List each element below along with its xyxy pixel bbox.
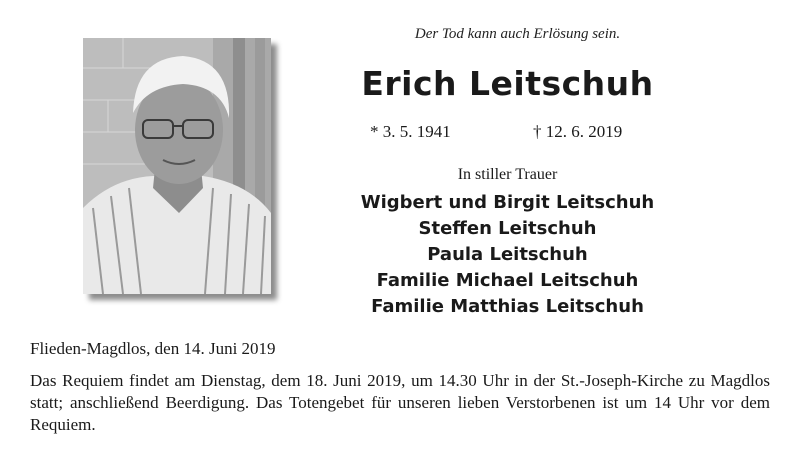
birth-date: * 3. 5. 1941 — [370, 122, 451, 141]
mourning-intro: In stiller Trauer — [457, 166, 558, 183]
epitaph-quote: Der Tod kann auch Erlösung sein. — [414, 26, 621, 42]
mourner-name: Steffen Leitschuh — [418, 218, 597, 239]
mourner-name: Paula Leitschuh — [427, 244, 588, 265]
deceased-name: Erich Leitschuh — [361, 64, 654, 103]
portrait-photo — [83, 38, 271, 294]
death-date: † 12. 6. 2019 — [533, 122, 623, 141]
place-and-date: Flieden-Magdlos, den 14. Juni 2019 — [30, 339, 276, 358]
mourner-name: Familie Matthias Leitschuh — [371, 296, 644, 317]
requiem-announcement: Das Requiem findet am Dienstag, dem 18. Juni 2019, um 14.30 Uhr in der St.-Joseph-Kirche zu Magdlos statt; anschließend Beerdigung. Das Totengebet für unseren lieben Verstorbenen ist um 14 Uhr vor dem Requiem. — [30, 371, 770, 434]
mourners-list — [340, 190, 675, 320]
mourner-name: Familie Michael Leitschuh — [376, 270, 639, 291]
portrait-image — [83, 38, 271, 294]
mourner-name: Wigbert und Birgit Leitschuh — [360, 192, 655, 213]
